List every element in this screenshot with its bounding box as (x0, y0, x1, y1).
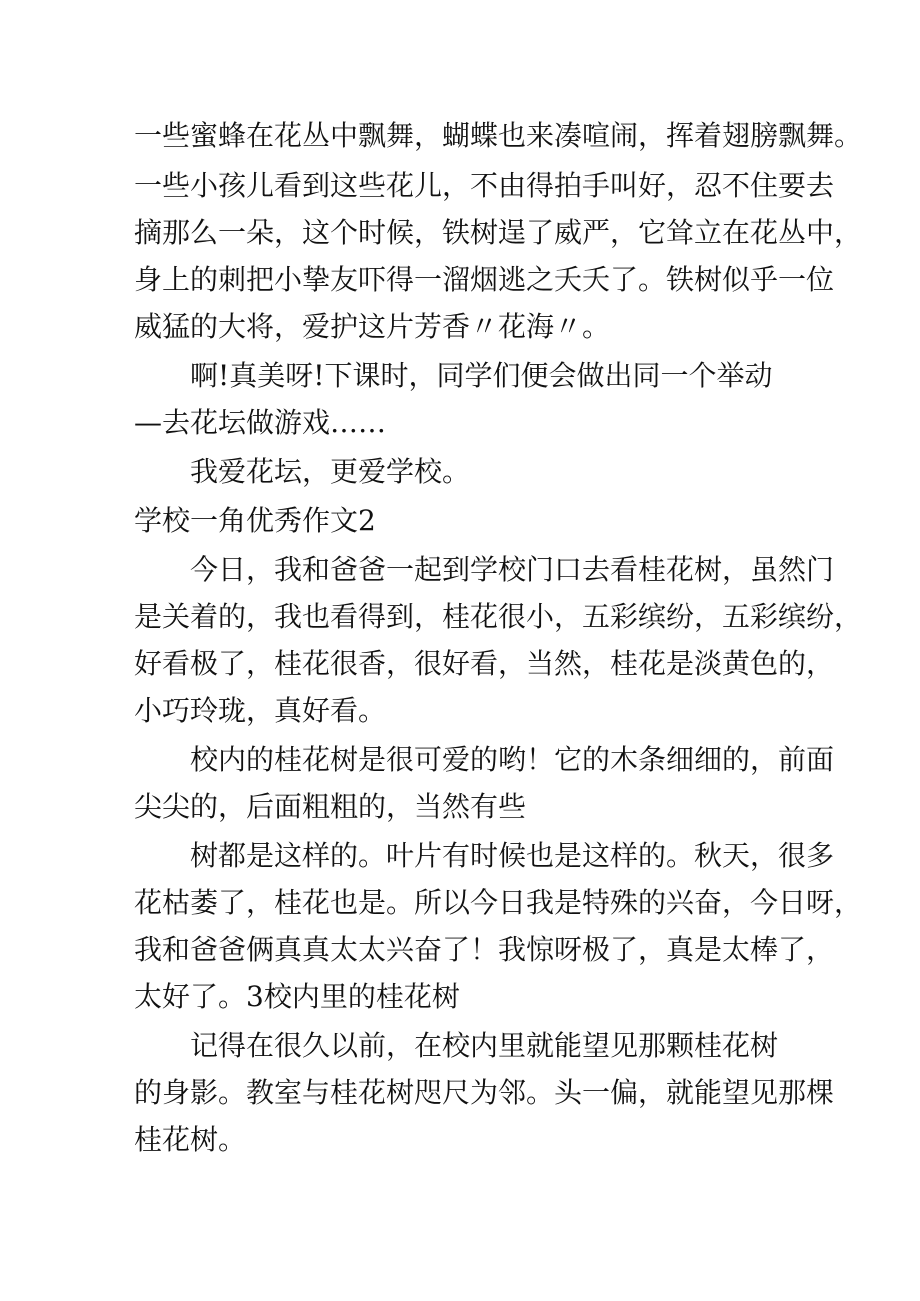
text-line: 今日，我和爸爸一起到学校门口去看桂花树，虽然门 (190, 553, 835, 586)
section-heading: 学校一角优秀作文2 (134, 504, 376, 537)
text-line: 校内的桂花树是很可爱的哟！它的木条细细的，前面 (190, 743, 835, 776)
text-line: 好看极了，桂花很香，很好看，当然，桂花是淡黄色的， (134, 647, 835, 680)
text-line: 花枯萎了，桂花也是。所以今日我是特殊的兴奋，今日呀， (134, 886, 863, 919)
text-line: 威猛的大将，爱护这片芳香〃花海〃。 (134, 310, 611, 343)
text-line: —去花坛做游戏…… (134, 406, 387, 439)
text-line: 身上的刺把小挚友吓得一溜烟逃之夭夭了。铁树似乎一位 (134, 263, 835, 296)
text-line: 我和爸爸俩真真太太兴奋了！我惊呀极了，真是太棒了， (134, 933, 835, 966)
text-line: 一些小孩儿看到这些花儿，不由得拍手叫好，忍不住要去 (134, 169, 835, 202)
text-line: 啊!真美呀!下课时，同学们便会做出同一个举动 (190, 359, 773, 392)
text-line: 是关着的，我也看得到，桂花很小，五彩缤纷，五彩缤纷， (134, 600, 863, 633)
text-line: 记得在很久以前，在校内里就能望见那颗桂花树 (190, 1029, 779, 1062)
text-line: 桂花树。 (134, 1123, 247, 1156)
text-line: 小巧玲珑，真好看。 (134, 694, 387, 727)
text-line: 的身影。教室与桂花树咫尺为邻。头一偏，就能望见那棵 (134, 1076, 835, 1109)
text-line: 我爱花坛，更爱学校。 (190, 455, 471, 488)
text-line: 一些蜜蜂在花丛中飘舞，蝴蝶也来凑喧闹，挥着翅膀飘舞。 (134, 119, 863, 152)
text-line: 摘那么一朵，这个时候，铁树逞了威严，它耸立在花丛中， (134, 216, 863, 249)
text-line: 尖尖的，后面粗粗的，当然有些 (134, 790, 527, 823)
text-line: 太好了。3校内里的桂花树 (134, 980, 460, 1013)
text-line: 树都是这样的。叶片有时候也是这样的。秋天，很多 (190, 839, 835, 872)
